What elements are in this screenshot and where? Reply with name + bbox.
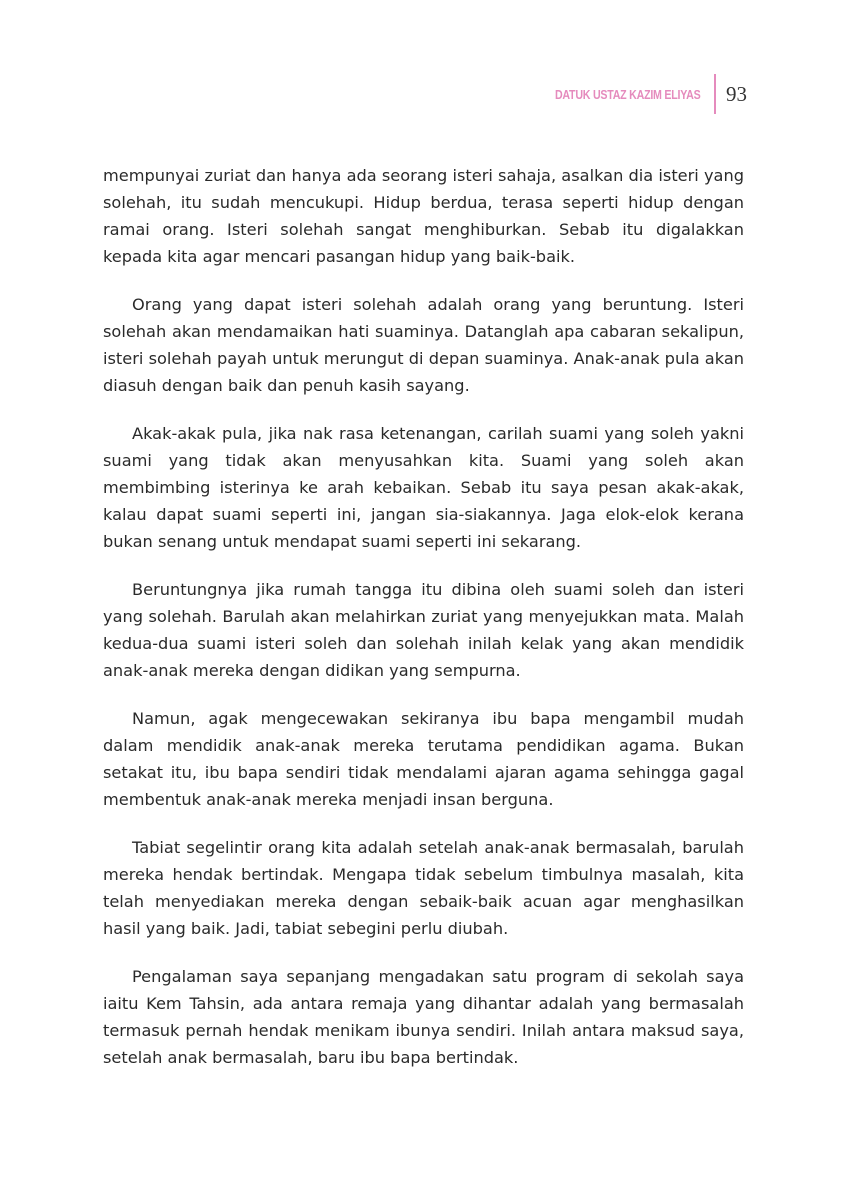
author-name: DATUK USTAZ KAZIM ELIYAS [554, 86, 700, 102]
header-divider [714, 74, 716, 114]
paragraph: Beruntungnya jika rumah tangga itu dibina oleh suami soleh dan isteri yang solehah. Barulah akan melahirkan zuriat yang menyejukkan mata. Malah kedua-dua suami isteri soleh dan solehah inilah kelak yang akan mendidik anak-anak mereka dengan didikan yang sempurna. [103, 580, 744, 681]
page-number: 93 [726, 81, 747, 106]
body-text [103, 146, 744, 1092]
paragraph: Orang yang dapat isteri solehah adalah orang yang beruntung. Isteri solehah akan mendamaikan hati suaminya. Datanglah apa cabaran sekalipun, isteri solehah payah untuk merungut di depan suaminya. Anak-anak pula akan diasuh dengan baik dan penuh kasih sayang. [103, 295, 744, 396]
paragraph: mempunyai zuriat dan hanya ada seorang isteri sahaja, asalkan dia isteri yang solehah, itu sudah mencukupi. Hidup berdua, terasa seperti hidup dengan ramai orang. Isteri solehah sangat menghiburkan. Sebab itu digalakkan kepada kita agar mencari pasangan hidup yang baik-baik. [103, 166, 744, 267]
paragraph: Tabiat segelintir orang kita adalah setelah anak-anak bermasalah, barulah mereka hendak bertindak. Mengapa tidak sebelum timbulnya masalah, kita telah menyediakan mereka dengan sebaik-baik acuan agar menghasilkan hasil yang baik. Jadi, tabiat sebegini perlu diubah. [103, 838, 744, 939]
paragraph: Pengalaman saya sepanjang mengadakan satu program di sekolah saya iaitu Kem Tahsin, ada antara remaja yang dihantar adalah yang bermasalah termasuk pernah hendak menikam ibunya sendiri. Inilah antara maksud saya, setelah anak bermasalah, baru ibu bapa bertindak. [103, 967, 744, 1068]
paragraph: Akak-akak pula, jika nak rasa ketenangan, carilah suami yang soleh yakni suami yang tidak akan menyusahkan kita. Suami yang soleh akan membimbing isterinya ke arah kebaikan. Sebab itu saya pesan akak-akak, kalau dapat suami seperti ini, jangan sia-siakannya. Jaga elok-elok kerana bukan senang untuk mendapat suami seperti ini sekarang. [103, 424, 744, 552]
paragraph: Namun, agak mengecewakan sekiranya ibu bapa mengambil mudah dalam mendidik anak-anak mereka terutama pendidikan agama. Bukan setakat itu, ibu bapa sendiri tidak mendalami ajaran agama sehingga gagal membentuk anak-anak mereka menjadi insan berguna. [103, 709, 744, 810]
running-header [523, 78, 747, 110]
